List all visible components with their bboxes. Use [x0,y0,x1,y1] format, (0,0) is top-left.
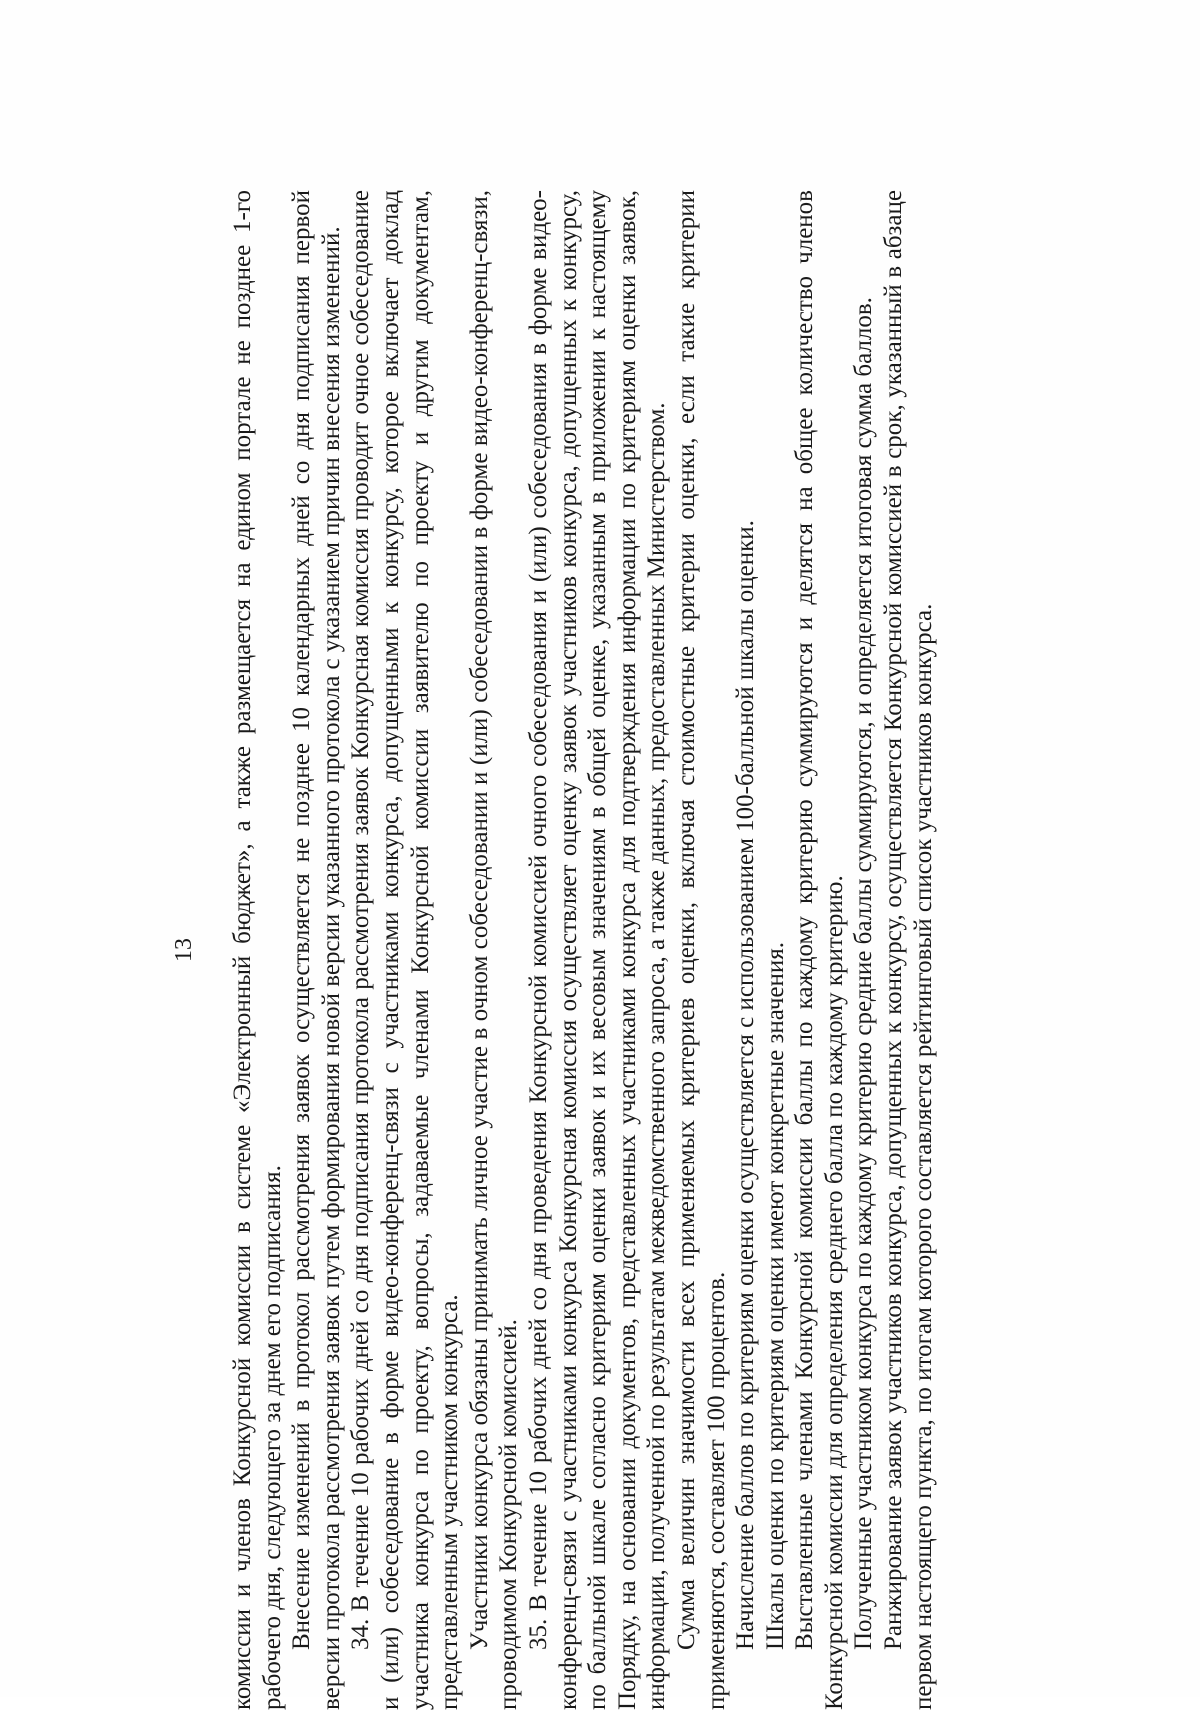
paragraph-2: Внесение изменений в протокол рассмотрения заявок осуществляется не позднее 10 календарных дней со дня подписания первой версии протокола рассмотрения заявок путем формирования новой версии указанного протокола с указанием причин внесения изменений. [288,190,345,1710]
paragraph-11: Ранжирование заявок участников конкурса, допущенных к конкурсу, осуществляется Конкурсной комиссией в срок, указанный в абзаце первом настоящего пункта, по итогам которого составляется рейтинговый список участников конкурса. [880,190,937,1710]
paragraph-7: Начисление баллов по критериям оценки осуществляется с использованием 100-балльной шкалы оценки. [732,520,760,1650]
paragraph-6: Сумма величин значимости всех применяемых критериев оценки, включая стоимостные критерии оценки, если такие критерии применяются, составляет 100 процентов. [672,190,730,1710]
paragraph-3: 34. В течение 10 рабочих дней со дня подписания протокола рассмотрения заявок Конкурсная комиссия проводит очное собеседование и (или) собеседование в форме видео-конференц-связи с участниками конкурса, допущенными к конкурсу, которое включает доклад участника конкурса по проекту, вопросы, задаваемые членами Конкурсной комиссии заявителю по проекту и другим документам, представленным участником конкурса. [347,190,464,1710]
page-number: 13 [171,938,197,962]
paragraph-5: 35. В течение 10 рабочих дней со дня проведения Конкурсной комиссией очного собеседования и (или) собеседования в форме видео-конференц-связи с участниками конкурса Конкурсная комиссия осуществляет оценку заявок участников конкурса, допущенных к конкурсу, по балльной шкале согласно критериям оценки заявок и их весовым значениям в общей оценке, указанным в приложении к настоящему Порядку, на основании документов, представленных участниками конкурса для подтверждения информации по критериям оценки заявок, информации, полученной по результатам межведомственного запроса, а также данных, предоставленных Министерством. [524,190,671,1710]
rotated-text-block [170,190,1030,1710]
paragraph-9: Выставленные членами Конкурсной комиссии баллы по каждому критерию суммируются и делятся на общее количество членов Конкурсной комиссии для определения среднего балла по каждому критерию. [791,190,848,1710]
paragraph-1: комиссии и членов Конкурсной комиссии в системе «Электронный бюджет», а также размещается на едином портале не позднее 1-го рабочего дня, следующего за днем его подписания. [229,190,286,1710]
paragraph-8: Шкалы оценки по критериям оценки имеют конкретные значения. [761,942,789,1650]
paragraph-10: Полученные участником конкурса по каждому критерию средние баллы суммируются, и определяется итоговая сумма баллов. [850,297,878,1650]
document-body [228,190,938,1710]
paragraph-4: Участники конкурса обязаны принимать личное участие в очном собеседовании и (или) собеседовании в форме видео-конференц-связи, проводимом Конкурсной комиссией. [465,190,523,1710]
